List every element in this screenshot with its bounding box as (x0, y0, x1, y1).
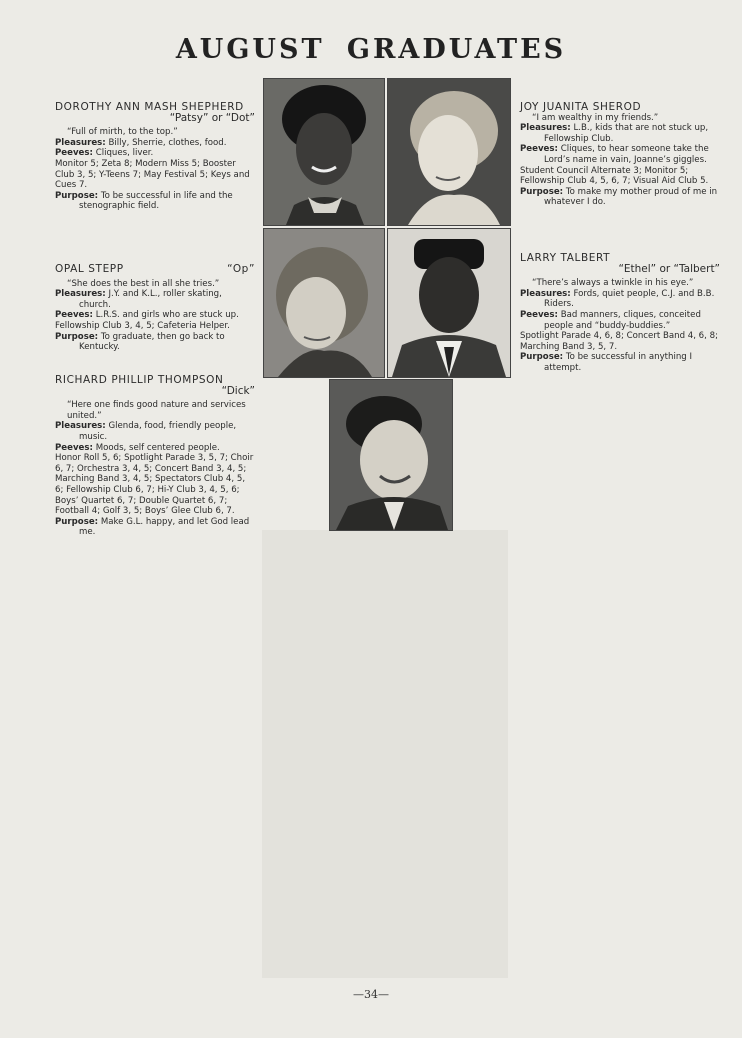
graduate-bio-sherod (520, 102, 720, 208)
graduate-bio-talbert (520, 253, 720, 374)
portrait-photo-talbert (387, 228, 511, 378)
graduate-purpose: Purpose: To make my mother proud of me in whatever I do. (520, 186, 718, 208)
graduate-name: RICHARD PHILLIP THOMPSON (55, 374, 224, 386)
graduate-peeves: Peeves: Bad manners, cliques, conceited people and “buddy-buddies.” (520, 309, 701, 331)
portrait-photo-sherod (387, 78, 511, 226)
graduate-bio-shepherd (55, 102, 255, 212)
graduate-name: LARRY TALBERT (520, 252, 611, 264)
graduate-purpose: Purpose: Make G.L. happy, and let God lead me. (55, 516, 250, 538)
graduate-activities: Honor Roll 5, 6; Spotlight Parade 3, 5, 7; Choir 6, 7; Orchestra 3, 4, 5; Concert Band 3, 4, 5; Marching Band 3, 4, 5; Spectators Club 4, 5, 6; Fellowship Club 6, 7; Hi-Y Club 3, 4, 5, 6; Boys’ Quartet 6, 7; Double Quartet 6, 7; Football 4; Golf 3, 5; Boys’ Glee Club 6, 7. (55, 453, 254, 517)
graduate-pleasures: Pleasures: Fords, quiet people, C.J. and B.B. Riders. (520, 288, 715, 310)
graduate-activities: Monitor 5; Zeta 8; Modern Miss 5; Booster Club 3, 5; Y-Teens 7; May Festival 5; Keys and Cues 7. (55, 158, 250, 191)
graduate-motto: “There’s always a twinkle in his eye.” (532, 278, 694, 289)
page-number: —34— (353, 988, 389, 1001)
graduate-pleasures: Pleasures: J.Y. and K.L., roller skating, church. (55, 289, 222, 310)
portrait-photo-thompson (329, 379, 453, 531)
portrait-photo-shepherd (263, 78, 385, 226)
graduate-motto: “I am wealthy in my friends.” (532, 112, 659, 123)
graduate-nickname: “Patsy” or “Dot” (169, 111, 255, 124)
graduate-peeves: Peeves: Moods, self centered people. (55, 442, 220, 453)
graduate-activities: Fellowship Club 3, 4, 5; Cafeteria Helper. (55, 320, 230, 331)
graduate-nickname: “Op” (227, 263, 255, 275)
graduate-nickname: “Dick” (221, 384, 255, 397)
graduate-activities: Student Council Alternate 3; Monitor 5; Fellowship Club 4, 5, 6, 7; Visual Aid Club 5. (520, 165, 709, 187)
graduate-pleasures: Pleasures: Glenda, food, friendly people, music. (55, 421, 237, 442)
graduate-name: JOY JUANITA SHEROD (520, 101, 642, 113)
graduate-name: OPAL STEPP “Op” (55, 263, 255, 275)
graduate-activities: Spotlight Parade 4, 6, 8; Concert Band 4, 6, 8; Marching Band 3, 5, 7. (520, 331, 718, 352)
graduate-pleasures: Pleasures: Billy, Sherrie, clothes, food. (55, 137, 227, 148)
graduate-bio-thompson (55, 375, 255, 538)
graduate-peeves: Peeves: Cliques, liver. (55, 148, 154, 159)
portrait-photo-stepp (263, 228, 385, 378)
page-title: AUGUST GRADUATES (175, 34, 567, 65)
graduate-name: DOROTHY ANN MASH SHEPHERD (55, 101, 244, 113)
graduate-motto: “Full of mirth, to the top.” (67, 127, 178, 138)
graduate-purpose: Purpose: To graduate, then go back to Kentucky. (55, 331, 225, 353)
graduate-bio-stepp (55, 264, 255, 353)
graduate-pleasures: Pleasures: L.B., kids that are not stuck up, Fellowship Club. (520, 123, 709, 144)
graduate-purpose: Purpose: To be successful in life and the stenographic field. (55, 190, 233, 212)
graduate-motto: “Here one finds good nature and services united.” (67, 400, 246, 421)
graduate-peeves: Peeves: Cliques, to hear someone take the Lord’s name in vain, Joanne’s giggles. (520, 144, 709, 165)
faded-print-area (262, 530, 508, 978)
graduate-nickname: “Ethel” or “Talbert” (618, 262, 720, 275)
graduate-peeves: Peeves: L.R.S. and girls who are stuck up. (55, 310, 239, 321)
graduate-motto: “She does the best in all she tries.” (67, 278, 220, 289)
graduate-purpose: Purpose: To be successful in anything I attempt. (520, 352, 693, 373)
